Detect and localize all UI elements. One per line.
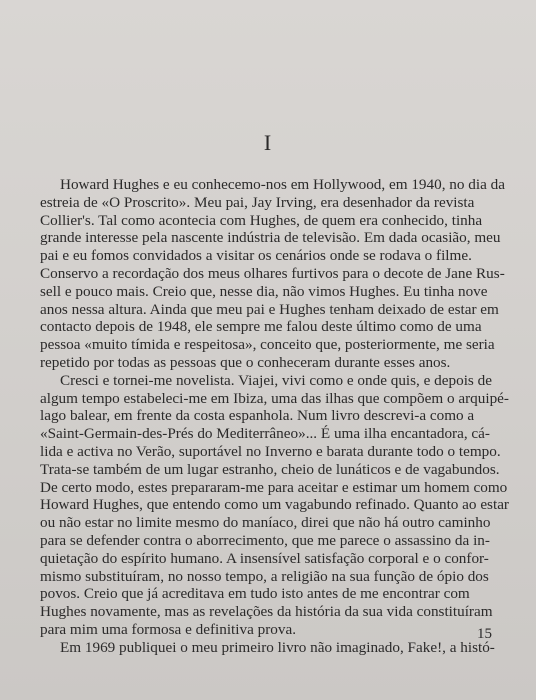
body-text: [40, 176, 510, 657]
text-line: Cresci e tornei-me novelista. Viajei, vivi como e onde quis, e depois de: [60, 371, 492, 389]
text-line: repetido por todas as pessoas que o conheceram durante esses anos.: [40, 353, 451, 371]
text-line: Conservo a recordação dos meus olhares furtivos para o decote de Jane Rus-: [40, 264, 505, 282]
text-line: Em 1969 publiquei o meu primeiro livro não imaginado, Fake!, a histó-: [60, 638, 495, 656]
text-line: pessoa «muito tímida e respeitosa», conceito que, posteriormente, me seria: [40, 336, 495, 354]
text-line: para mim uma formosa e definitiva prova.: [40, 620, 296, 638]
text-line: Hughes novamente, mas as revelações da história da sua vida constituíram: [40, 603, 493, 621]
text-line: quietação do espírito humano. A insensível satisfação corporal e o confor-: [40, 549, 489, 567]
text-line: Trata-se também de um lugar estranho, cheio de lunáticos e de vagabundos.: [40, 460, 500, 478]
text-line: lida e activa no Verão, suportável no Inverno e barata durante todo o tempo.: [40, 442, 501, 460]
text-line: mismo substituíram, no nosso tempo, a religião na sua função de ópio dos: [40, 567, 489, 585]
page-number: 15: [477, 626, 492, 642]
text-line: estreia de «O Proscrito». Meu pai, Jay Irving, era desenhador da revista: [40, 193, 475, 211]
text-line: lago balear, em frente da costa espanhola. Num livro descrevi-a como a: [40, 407, 475, 425]
text-line: Howard Hughes e eu conhecemo-nos em Hollywood, em 1940, no dia da: [60, 176, 505, 193]
text-line: sell e pouco mais. Creio que, nesse dia, não vimos Hughes. Eu tinha nove: [40, 282, 488, 300]
text-line: «Saint-Germain-des-Prés do Mediterrâneo»... É uma ilha encantadora, cá-: [40, 425, 490, 443]
text-line: contacto depois de 1948, ele sempre me falou deste último como de uma: [40, 318, 482, 336]
text-line: Howard Hughes, que entendo como um vagabundo refinado. Quanto ao estar: [40, 496, 509, 514]
text-line: De certo modo, estes prepararam-me para aceitar e estimar um homem como: [40, 478, 508, 496]
text-line: anos nessa altura. Ainda que meu pai e Hughes tenham deixado de estar em: [40, 300, 499, 318]
text-line: para se defender contra o aborrecimento, que me parece o assassino da in-: [40, 531, 490, 549]
text-line: algum tempo estabeleci-me em Ibiza, uma das ilhas que compõem o arquipé-: [40, 389, 509, 407]
text-line: grande interesse pela nascente indústria de televisão. Em dada ocasião, meu: [40, 229, 501, 247]
text-line: povos. Creio que já acreditava em tudo isto antes de me encontrar com: [40, 585, 470, 603]
chapter-numeral: I: [263, 130, 273, 155]
text-line: pai e eu fomos convidados a visitar os cenários onde se rodava o filme.: [40, 247, 472, 265]
text-line: Collier's. Tal como acontecia com Hughes, de quem era conhecido, tinha: [40, 211, 483, 229]
text-line: ou não estar no limite mesmo do maníaco, direi que não há outro caminho: [40, 514, 491, 532]
